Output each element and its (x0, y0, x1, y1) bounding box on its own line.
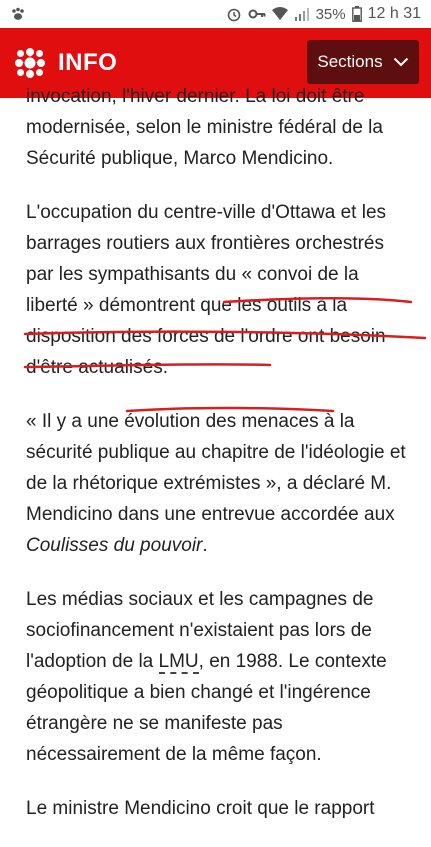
battery-icon (352, 6, 362, 22)
brand-name: INFO (58, 49, 118, 76)
article-paragraph (26, 406, 411, 561)
paragraph-text: , en 1988. Le contexte géopolitique a bien changé et l'ingérence étrangère ne se manifeste pas nécessairement de la même façon. (26, 651, 387, 765)
lmu-abbreviation-link[interactable]: LMU (158, 651, 199, 672)
show-title: Coulisses du pouvoir (26, 535, 203, 556)
article-paragraph: Le ministre Mendicino croit que le rapport (26, 798, 375, 819)
sections-button[interactable] (307, 40, 419, 84)
key-icon (248, 7, 266, 21)
paragraph-text: Les médias sociaux et les campagnes de sociofinancement n'existaient pas lors de l'adoption de la (26, 589, 374, 672)
status-left (10, 6, 26, 22)
battery-percent: 35% (315, 5, 346, 23)
clock: 12 h 31 (367, 5, 421, 22)
alarm-icon (226, 6, 242, 22)
article-paragraph: L'occupation du centre-ville d'Ottawa et les barrages routiers aux frontières orchestrés par les sympathisants du « convoi de la liberté » démontrent que les outils à la disposition des forces de l'ordre ont besoin d'être actualisés. (26, 202, 387, 378)
paw-icon (10, 6, 26, 22)
paragraph-text: . (202, 535, 208, 556)
signal-icon (294, 7, 310, 21)
status-right (226, 5, 421, 23)
paragraph-text: « Il y a une évolution des menaces à la sécurité publique au chapitre de l'idéologie et de la rhétorique extrémistes », a déclaré M. Mendicino dans une entrevue accordée aux (26, 411, 406, 525)
status-bar (0, 0, 431, 28)
cbc-gem-icon (12, 45, 48, 81)
article-body (26, 86, 411, 847)
article-paragraph: invocation, l'hiver dernier. La loi doit être modernisée, selon le ministre fédéral de la Sécurité publique, Marco Mendicino. (26, 86, 383, 169)
wifi-icon (272, 7, 288, 21)
article-paragraph (26, 584, 411, 770)
chevron-down-icon (393, 57, 409, 67)
brand-logo[interactable] (12, 45, 117, 81)
sections-label: Sections (317, 52, 383, 71)
